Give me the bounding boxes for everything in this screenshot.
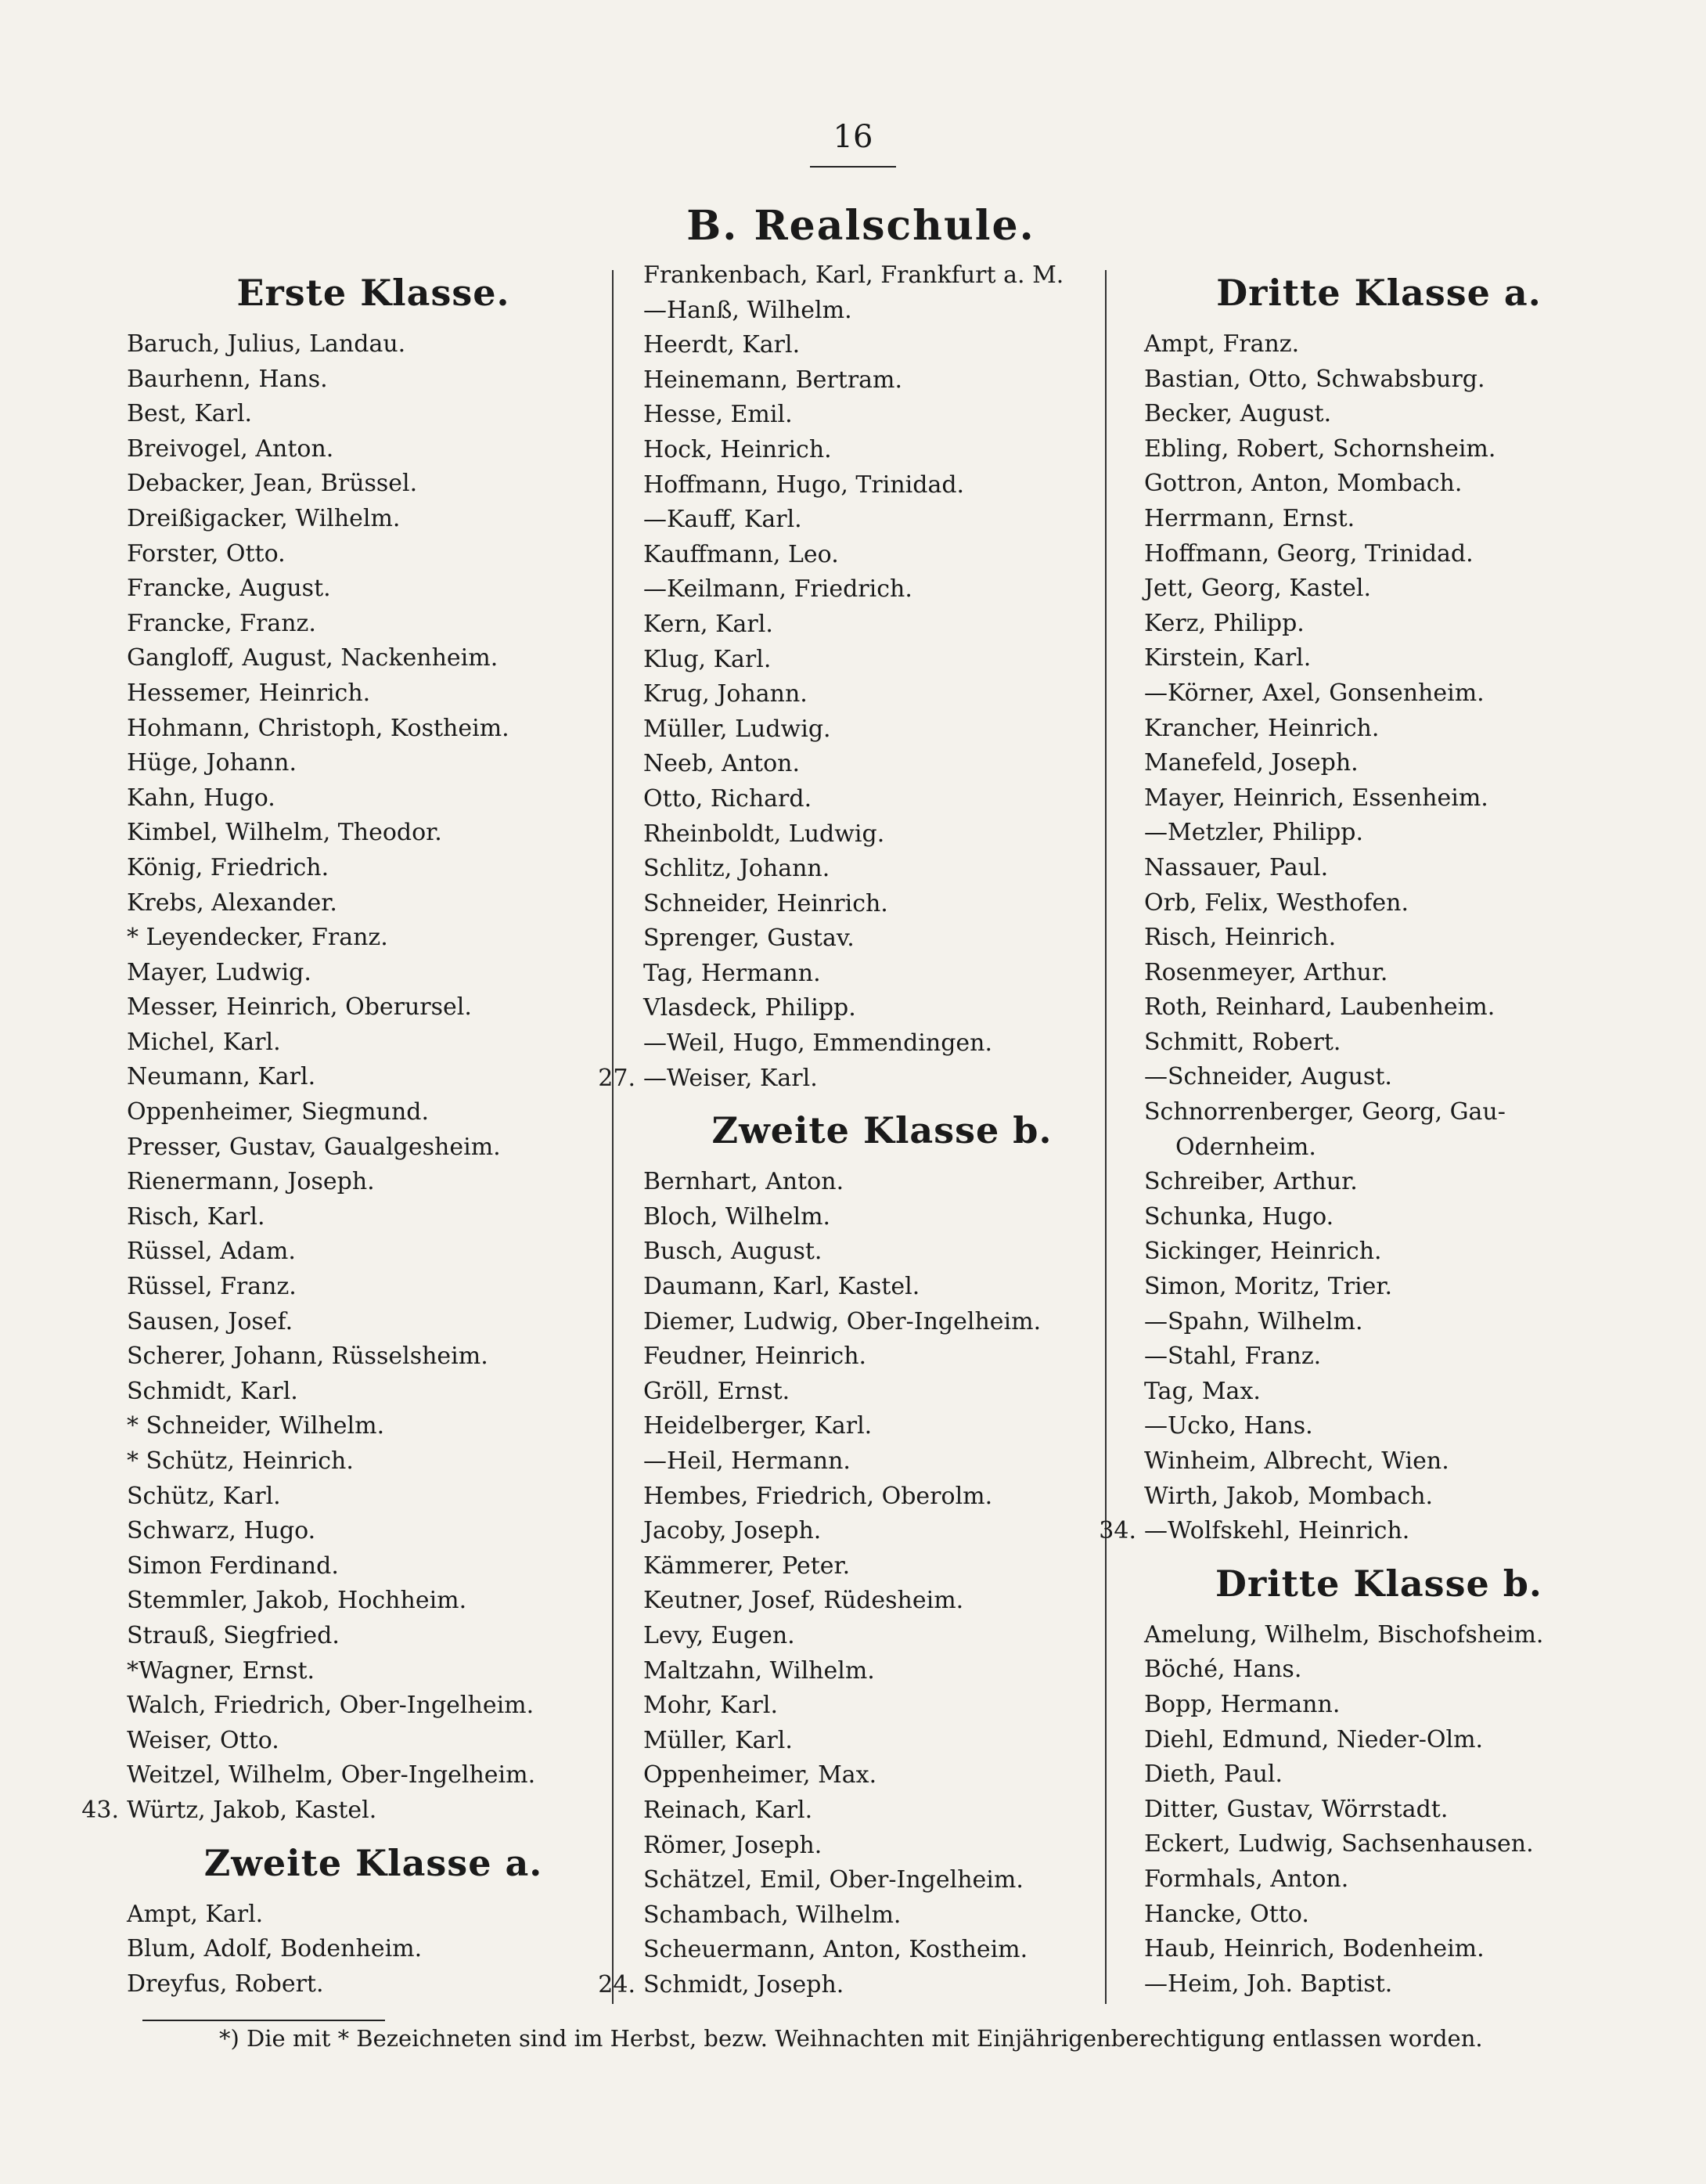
list-item: Schreiber, Arthur.: [1144, 1168, 1358, 1196]
list-item: [1099, 1514, 1614, 1549]
list-item: Nassauer, Paul.: [1144, 853, 1329, 881]
list-count: 34.: [1099, 1517, 1136, 1545]
list-item: * Schneider, Wilhelm.: [127, 1412, 385, 1440]
column-left: [81, 258, 620, 2002]
list-item: —Ucko, Hans.: [1144, 1412, 1313, 1440]
list-item: Walch, Friedrich, Ober-Ingelheim.: [127, 1692, 534, 1720]
list-item: Diehl, Edmund, Nieder-Olm.: [1144, 1725, 1484, 1753]
page-number: 16: [833, 119, 873, 155]
list-item: —Keilmann, Friedrich.: [643, 575, 912, 604]
list-item: Presser, Gustav, Gaualgesheim.: [127, 1133, 501, 1161]
list-item: Römer, Joseph.: [643, 1831, 822, 1859]
list-item: Hohmann, Christoph, Kostheim.: [127, 714, 509, 742]
list-item: Mayer, Ludwig.: [127, 958, 311, 986]
list-item: —Spahn, Wilhelm.: [1144, 1307, 1363, 1335]
list-item: Reinach, Karl.: [643, 1796, 813, 1824]
list-item: Levy, Eugen.: [643, 1621, 795, 1649]
list-item: Messer, Heinrich, Oberursel.: [127, 993, 472, 1022]
list-item: Weitzel, Wilhelm, Ober-Ingelheim.: [127, 1761, 536, 1789]
list-erste-klasse-last: [81, 1793, 620, 1829]
heading-zweite-klasse-b: Zweite Klasse b.: [711, 1109, 1053, 1152]
list-item: Keutner, Josef, Rüdesheim.: [643, 1587, 964, 1615]
list-item: Jett, Georg, Kastel.: [1144, 575, 1371, 603]
list-item: Dreyfus, Robert.: [127, 1970, 324, 1998]
list-item: —Heim, Joh. Baptist.: [1144, 1970, 1393, 1998]
list-item: Rheinboldt, Ludwig.: [643, 820, 885, 848]
list-item: Otto, Richard.: [643, 784, 812, 813]
list-item: Busch, August.: [643, 1238, 822, 1266]
list-item: Breivogel, Anton.: [127, 434, 334, 463]
heading-erste-klasse: Erste Klasse.: [236, 272, 510, 314]
list-item: Schneider, Heinrich.: [643, 889, 888, 917]
list-item: Bopp, Hermann.: [1144, 1690, 1341, 1718]
list-item: Forster, Otto.: [127, 539, 286, 568]
list-item: [81, 1793, 620, 1829]
list-item: Schunka, Hugo.: [1144, 1202, 1334, 1231]
list-item: Neeb, Anton.: [643, 750, 800, 778]
list-item: Baurhenn, Hans.: [127, 365, 328, 393]
list-item: Ampt, Karl.: [127, 1900, 264, 1928]
list-count: 27.: [598, 1064, 635, 1092]
list-item-text: —Weiser, Karl.: [643, 1064, 818, 1092]
list-item: Francke, August.: [127, 575, 331, 603]
list-item: Oppenheimer, Max.: [643, 1761, 877, 1789]
list-item: * Schütz, Heinrich.: [127, 1447, 354, 1475]
list-item: Michel, Karl.: [127, 1028, 281, 1056]
list-item-text: Schmidt, Joseph.: [643, 1970, 844, 1998]
list-item: Kerz, Philipp.: [1144, 609, 1305, 637]
list-item: Hüge, Johann.: [127, 749, 297, 777]
list-item: Maltzahn, Wilhelm.: [643, 1656, 875, 1685]
list-item: Schwarz, Hugo.: [127, 1517, 316, 1545]
list-item: Krebs, Alexander.: [127, 888, 337, 917]
heading-dritte-klasse-b: Dritte Klasse b.: [1215, 1562, 1542, 1605]
list-item: Strauß, Siegfried.: [127, 1621, 340, 1649]
list-item: Ampt, Franz.: [1144, 330, 1300, 358]
list-item: * Leyendecker, Franz.: [127, 924, 388, 952]
list-item: —Stahl, Franz.: [1144, 1342, 1322, 1371]
list-item: —Schneider, August.: [1144, 1063, 1392, 1091]
list-count: 43.: [81, 1796, 119, 1824]
list-item: Risch, Karl.: [127, 1202, 265, 1231]
list-item: Hesse, Emil.: [643, 401, 793, 429]
list-item: Schätzel, Emil, Ober-Ingelheim.: [643, 1866, 1024, 1894]
page-number-rule: [810, 166, 896, 168]
list-item: Stemmler, Jakob, Hochheim.: [127, 1587, 467, 1615]
list-item: Gangloff, August, Nackenheim.: [127, 644, 498, 672]
list-item: Sprenger, Gustav.: [643, 924, 855, 953]
list-item: —Kauff, Karl.: [643, 506, 802, 534]
list-item: Debacker, Jean, Brüssel.: [127, 470, 418, 498]
list-item: König, Friedrich.: [127, 853, 329, 881]
list-count: 24.: [598, 1970, 635, 1998]
list-item: —Heil, Hermann.: [643, 1447, 851, 1475]
list-dritte-klasse-a: [1144, 327, 1614, 1514]
list-item: Gottron, Anton, Mombach.: [1144, 470, 1463, 498]
list-item: Ditter, Gustav, Wörrstadt.: [1144, 1795, 1449, 1823]
list-item: Bastian, Otto, Schwabsburg.: [1144, 365, 1485, 393]
list-item: —Weil, Hugo, Emmendingen.: [643, 1029, 993, 1058]
list-item: —Hanß, Wilhelm.: [643, 296, 852, 324]
list-item: Amelung, Wilhelm, Bischofsheim.: [1144, 1620, 1544, 1649]
list-item: Schambach, Wilhelm.: [643, 1901, 902, 1929]
list-item: Diemer, Ludwig, Ober-Ingelheim.: [643, 1307, 1042, 1335]
list-item: —Metzler, Philipp.: [1144, 819, 1364, 847]
list-item: Tag, Max.: [1144, 1377, 1261, 1405]
list-item: Orb, Felix, Westhofen.: [1144, 888, 1409, 917]
list-item: Krancher, Heinrich.: [1144, 714, 1380, 742]
list-item: Kahn, Hugo.: [127, 784, 275, 812]
list-item: Schnorrenberger, Georg, Gau-: [1144, 1098, 1506, 1126]
list-item: Dreißigacker, Wilhelm.: [127, 504, 401, 532]
list-item: Vlasdeck, Philipp.: [643, 994, 856, 1022]
list-item: Hessemer, Heinrich.: [127, 679, 371, 707]
list-zweite-klasse-a-last: [598, 1061, 1121, 1097]
list-item: Frankenbach, Karl, Frankfurt a. M.: [643, 261, 1064, 289]
footnote: *) Die mit * Bezeichneten sind im Herbst, bezw. Weihnachten mit Einjährigenberechtigung entlassen worden.: [219, 2025, 1483, 2052]
list-item: Ebling, Robert, Schornsheim.: [1144, 434, 1496, 463]
list-item-text: Würtz, Jakob, Kastel.: [127, 1796, 377, 1824]
list-item: Wirth, Jakob, Mombach.: [1144, 1482, 1434, 1510]
list-item: Bloch, Wilhelm.: [643, 1202, 831, 1231]
list-item: Roth, Reinhard, Laubenheim.: [1144, 993, 1495, 1022]
column-right: [1099, 258, 1614, 2002]
list-zweite-klasse-b-last: [598, 1968, 1121, 2003]
list-item: Kauffmann, Leo.: [643, 540, 839, 568]
list-erste-klasse: [127, 327, 620, 1793]
list-item: Hoffmann, Georg, Trinidad.: [1144, 539, 1474, 568]
list-item: Oppenheimer, Siegmund.: [127, 1098, 430, 1126]
list-item: Kimbel, Wilhelm, Theodor.: [127, 819, 442, 847]
heading-zweite-klasse-a: Zweite Klasse a.: [203, 1841, 543, 1884]
list-item: Blum, Adolf, Bodenheim.: [127, 1935, 423, 1963]
list-item: Krug, Johann.: [643, 680, 808, 708]
list-dritte-klasse-a-last: [1099, 1514, 1614, 1549]
list-item: Best, Karl.: [127, 400, 253, 428]
list-item: Müller, Ludwig.: [643, 715, 831, 743]
list-item: Jacoby, Joseph.: [643, 1517, 822, 1545]
list-item: Schütz, Karl.: [127, 1482, 281, 1510]
list-item: Heerdt, Karl.: [643, 331, 801, 359]
list-item: Daumann, Karl, Kastel.: [643, 1273, 920, 1301]
list-item: Rosenmeyer, Arthur.: [1144, 958, 1388, 986]
list-item: Herrmann, Ernst.: [1144, 504, 1355, 532]
list-item: *Wagner, Ernst.: [127, 1656, 315, 1685]
list-item: Eckert, Ludwig, Sachsenhausen.: [1144, 1830, 1534, 1858]
list-item: Klug, Karl.: [643, 645, 772, 673]
list-item: Odernheim.: [1175, 1133, 1316, 1161]
list-item: Scheuermann, Anton, Kostheim.: [643, 1936, 1028, 1964]
list-zweite-klasse-b: [643, 1165, 1121, 1968]
list-item: Mohr, Karl.: [643, 1692, 778, 1720]
footnote-rule: [142, 2020, 385, 2021]
heading-dritte-klasse-a: Dritte Klasse a.: [1216, 272, 1542, 314]
list-item: Rüssel, Franz.: [127, 1273, 297, 1301]
list-item: Risch, Heinrich.: [1144, 924, 1337, 952]
list-item: Simon Ferdinand.: [127, 1552, 339, 1580]
list-item: Haub, Heinrich, Bodenheim.: [1144, 1935, 1485, 1963]
list-zweite-klasse-a: [127, 1897, 620, 2002]
list-item: Gröll, Ernst.: [643, 1377, 790, 1405]
column-middle: [598, 258, 1121, 2003]
list-item-text: —Wolfskehl, Heinrich.: [1144, 1517, 1410, 1545]
list-item: Kern, Karl.: [643, 610, 773, 638]
list-item: Hoffmann, Hugo, Trinidad.: [643, 470, 965, 499]
list-dritte-klasse-b: [1144, 1618, 1614, 2002]
list-item: [598, 1061, 1121, 1097]
list-item: Francke, Franz.: [127, 609, 316, 637]
list-item: Baruch, Julius, Landau.: [127, 330, 406, 358]
list-item: Schmitt, Robert.: [1144, 1028, 1341, 1056]
list-item: Müller, Karl.: [643, 1726, 793, 1754]
list-item: Hock, Heinrich.: [643, 435, 832, 463]
list-item: Schlitz, Johann.: [643, 855, 830, 883]
list-item: Manefeld, Joseph.: [1144, 749, 1359, 777]
list-item: Heidelberger, Karl.: [643, 1412, 873, 1440]
list-item: Kämmerer, Peter.: [643, 1552, 851, 1580]
list-item: Mayer, Heinrich, Essenheim.: [1144, 784, 1488, 812]
list-item: Simon, Moritz, Trier.: [1144, 1273, 1392, 1301]
list-item: Hancke, Otto.: [1144, 1900, 1309, 1928]
section-title: B. Realschule.: [686, 202, 1035, 250]
list-item: Winheim, Albrecht, Wien.: [1144, 1447, 1449, 1475]
list-item: Becker, August.: [1144, 400, 1332, 428]
list-item: Hembes, Friedrich, Oberolm.: [643, 1482, 993, 1510]
list-item: Weiser, Otto.: [127, 1726, 279, 1754]
list-item: Heinemann, Bertram.: [643, 366, 903, 394]
list-item: Sausen, Josef.: [127, 1307, 293, 1335]
list-item: Böché, Hans.: [1144, 1656, 1302, 1684]
list-item: Sickinger, Heinrich.: [1144, 1238, 1382, 1266]
list-zweite-klasse-a-cont: [643, 258, 1121, 1061]
list-item: Rienermann, Joseph.: [127, 1168, 375, 1196]
list-item: Dieth, Paul.: [1144, 1761, 1283, 1789]
list-item: Tag, Hermann.: [643, 959, 821, 987]
list-item: Rüssel, Adam.: [127, 1238, 296, 1266]
list-item: Scherer, Johann, Rüsselsheim.: [127, 1342, 488, 1371]
list-item: Schmidt, Karl.: [127, 1377, 298, 1405]
list-item: Neumann, Karl.: [127, 1063, 316, 1091]
list-item: Bernhart, Anton.: [643, 1168, 844, 1196]
list-item: Feudner, Heinrich.: [643, 1342, 867, 1371]
list-item: Kirstein, Karl.: [1144, 644, 1312, 672]
list-item: Formhals, Anton.: [1144, 1865, 1349, 1893]
list-item: —Körner, Axel, Gonsenheim.: [1144, 679, 1485, 707]
list-item: [598, 1968, 1121, 2003]
